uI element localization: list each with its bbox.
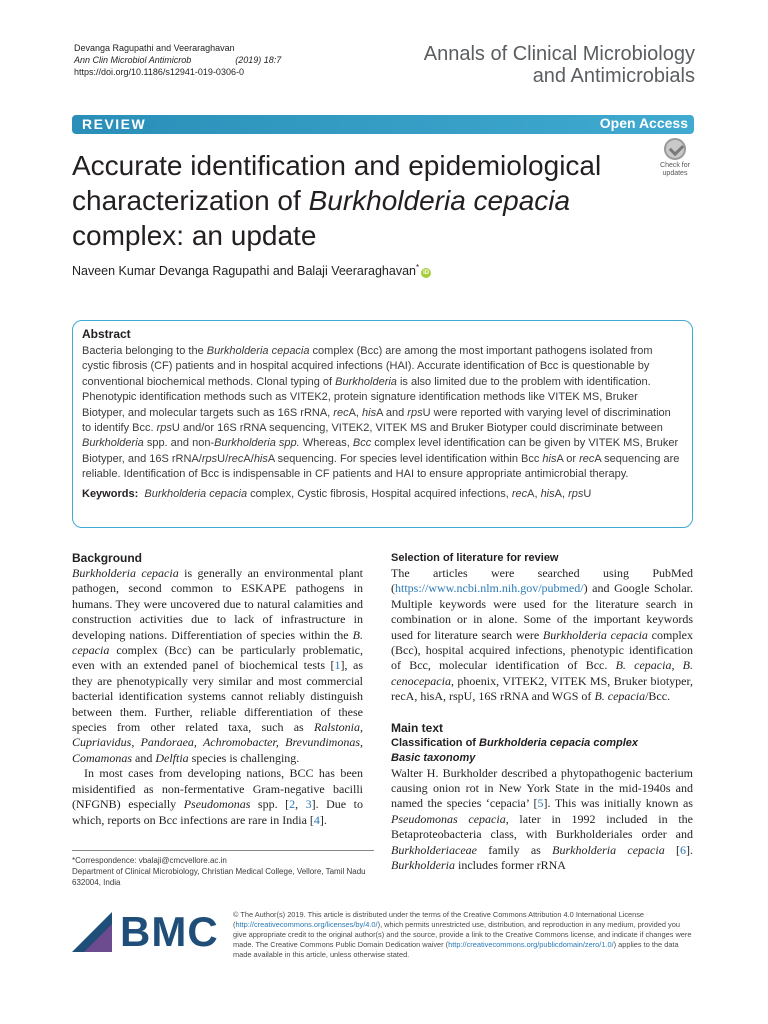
affiliation: Department of Clinical Microbiology, Christian Medical College, Vellore, Tamil Nadu 632004, India [72,867,366,887]
title-italic: Burkholderia cepacia [308,185,571,216]
basic-taxonomy-heading: Basic taxonomy [391,751,476,764]
citation-link[interactable]: 5 [537,796,544,811]
title-part1: Accurate identification and epidemiological characterization of [72,150,602,216]
abstract-heading: Abstract [82,327,131,341]
abstract-text: Bacteria belonging to the Burkholderia cepacia complex (Bcc) are among the most important pathogens isolated from cystic fibrosis (CF) patients and in hospital acquired infections (HAI). Accurate identification of Bcc is questionable by conventional biochemical methods. Clonal typing of Burkholderia is also limited due to the problem with identification. Phenotypic identification methods such as VITEK2, protein signature identification methods like VITEK MS, Bruker Biotyper, and molecular targets such as 16S rRNA, recA, hisA and rpsU were reported with varying level of discrimination to identify Bcc. rpsU and/or 16S rRNA sequencing, VITEK2, VITEK MS and Bruker Biotyper could discriminate between Burkholderia spp. and non-Burkholderia spp. Whereas, Bcc complex level identification can be given by VITEK MS, Bruker Biotyper, and 16S rRNA/rpsU/recA/hisA sequencing. For species level identification within Bcc hisA or recA sequencing are reliable. Identification of Bcc is indispensable in CF patients and HAI to ensure appropriate antimicrobial therapy. [82,345,680,481]
check-updates-line2: updates [662,170,688,177]
background-paragraph-2: In most cases from developing nations, BCC has been misidentified as non-fermentative Gram-negative bacilli (NFGNB) especially Pseudomonas spp. [2, 3]. Due to which, reports on Bcc infections are rare in India [4]. [72,766,363,827]
main-text-heading: Main text [391,720,444,735]
article-type-band [72,115,694,134]
author-list [72,263,431,278]
selection-heading: Selection of literature for review [391,552,559,564]
corresponding-mark: * [415,263,420,272]
keywords: Keywords: Burkholderia cepacia complex, Cystic fibrosis, Hospital acquired infections, recA, hisA, rpsU [82,487,592,500]
header-doi-link[interactable]: https://doi.org/10.1186/s12941-019-0306-0 [74,67,244,77]
running-header [74,42,281,78]
correspondence-email[interactable]: *Correspondence: vbalaji@cmcvellore.ac.in [72,856,227,865]
header-year-volume: (2019) 18:7 [235,55,282,65]
author-names: Naveen Kumar Devanga Ragupathi and Balaji Veeraraghavan [72,264,416,279]
background-heading: Background [72,551,143,565]
keywords-label: Keywords: [82,487,139,500]
license-link[interactable]: http://creativecommons.org/licenses/by/4.0/ [235,920,378,929]
taxonomy-paragraph: Walter H. Burkholder described a phytopathogenic bacterium causing onion rot in New York State in the mid-1940s and named the species ‘cepacia’ [5]. This was initially known as Pseudomonas cepacia, later in 1992 included in the Betaproteobacteria class, with Burkholderiales order and Burkholderiaceae family as Burkholderia cepacia [6]. Burkholderia includes former rRNA [391,765,693,873]
journal-name-line2: and Antimicrobials [532,65,695,87]
header-journal-abbrev: Ann Clin Microbiol Antimicrob [74,55,192,65]
bmc-logo [72,908,228,966]
correspondence-footnote [72,850,374,888]
header-authors: Devanga Ragupathi and Veeraraghavan [74,43,235,53]
title-part2: complex: an update [72,220,317,251]
citation-link[interactable]: 4 [313,812,320,827]
check-updates-label [655,162,695,178]
abstract-box [72,320,693,528]
background-paragraph-1: Burkholderia cepacia is generally an environmental plant pathogen, second common to ESKAPE pathogens in humans. They were uncovered due to natural calamities and construction activities due to lack of infrastructure in developing nations. Differentiation of species within the B. cepacia complex (Bcc) can be particularly problematic, even with an extended panel of biochemical tests [1], as they are phenotypically very similar and most commercial bacterial identification systems cannot reliably distinguish between them. Further, reliable differentiation of these species from other related taxa, such as Ralstonia, Cupriavidus, Pandoraea, Achromobacter, Brevundimonas, Comamonas and Delftia species is challenging. [72,566,364,765]
header-citation-row [74,54,281,66]
citation-link[interactable]: 1 [334,658,341,673]
citation-link[interactable]: 2 [289,797,296,812]
bmc-mark-icon [72,912,112,952]
citation-link[interactable]: 6 [680,842,686,857]
selection-paragraph: The articles were searched using PubMed (https://www.ncbi.nlm.nih.gov/pubmed/) and Google Scholar. Multiple keywords were used for the literature search in combination or in alone. Some of the important keywords used for literature search were Burkholderia cepacia complex (Bcc), hospital acquired infections, phenotypic identification of Bcc, molecular identification of Bcc. B. cepacia, B. cenocepacia, phoenix, VITEK2, VITEK MS, Bruker biotyper, recA, hisA, rspU, 16S rRNA and WGS of B. cepacia/Bcc. [391,566,693,704]
left-column [72,551,363,828]
check-updates-line1: Check for [660,162,690,169]
right-column [391,551,693,874]
article-type-label: REVIEW [82,116,147,132]
pubmed-link[interactable]: https://www.ncbi.nlm.nih.gov/pubmed/ [395,581,584,596]
citation-link[interactable]: 3 [305,797,312,812]
bmc-wordmark: BMC [120,908,219,955]
license-statement: © The Author(s) 2019. This article is distributed under the terms of the Creative Commons Attribution 4.0 International License (http://creativecommons.org/licenses/by/4.0/), which permits unrestricted use, distribution, and reproduction in any medium, provided you give appropriate credit to the original author(s) and the source, provide a link to the Creative Commons license, and indicate if changes were made. The Creative Commons Public Domain Dedication waiver (http://creativecommons.org/publicdomain/zero/1.0/) applies to the data made available in this article, unless otherwise stated. [233,910,692,959]
classification-heading: Classification of Burkholderia cepacia complex [391,736,638,749]
open-access-label: Open Access [599,115,688,131]
public-domain-link[interactable]: http://creativecommons.org/publicdomain/zero/1.0/ [448,940,614,949]
journal-name [424,43,695,87]
article-title [72,148,642,253]
check-icon [664,138,686,160]
journal-name-line1: Annals of Clinical Microbiology [423,43,695,65]
check-for-updates-button[interactable] [655,138,695,180]
orcid-icon[interactable]: iD [423,270,430,277]
